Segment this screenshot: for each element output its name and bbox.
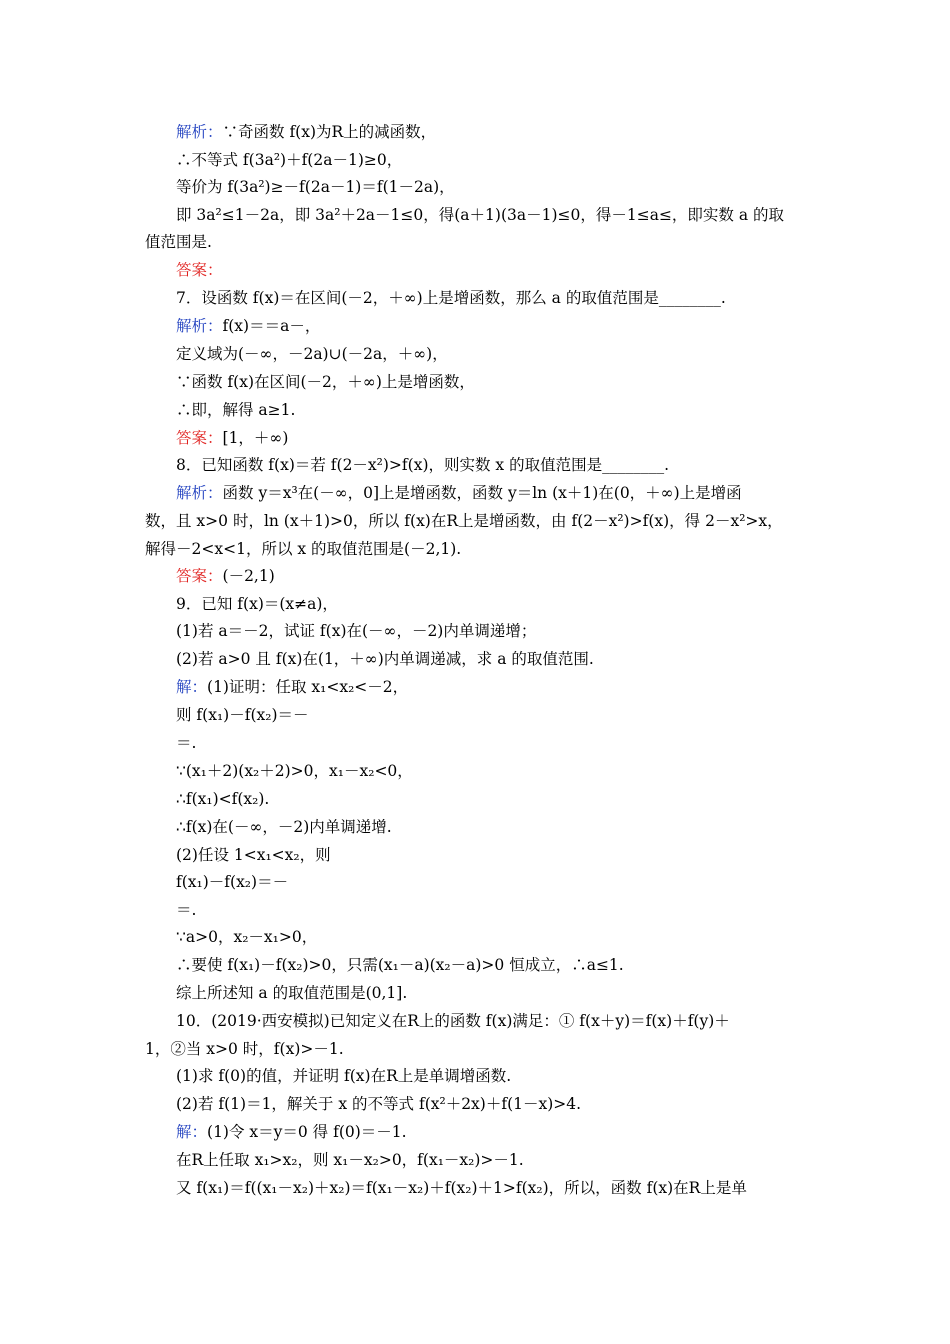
text-line: (2)若 a>0 且 f(x)在(1，＋∞)内单调递减，求 a 的取值范围. (176, 650, 594, 668)
text-line: 1，②当 x>0 时，f(x)>－1. (145, 1040, 344, 1058)
text-line: ∴f(x₁)<f(x₂). (176, 790, 270, 808)
text-line: 解析：f(x)＝＝a－， (176, 317, 321, 335)
text-line: (1)若 a＝－2，试证 f(x)在(－∞，－2)内单调递增； (176, 622, 537, 640)
text-line: (2)任设 1<x₁<x₂，则 (176, 846, 331, 864)
text-line: ＝. (176, 734, 197, 752)
label-analysis: 解析： (176, 123, 223, 141)
text-line: (1)求 f(0)的值，并证明 f(x)在R上是单调增函数. (176, 1067, 512, 1085)
text-line: ∴f(x)在(－∞，－2)内单调递增. (176, 818, 392, 836)
text-line: 值范围是. (145, 233, 212, 251)
text-line: 答案：[1，＋∞) (176, 429, 289, 447)
text-line: ∵a>0，x₂－x₁>0， (176, 928, 318, 946)
text-line: 解：(1)令 x＝y＝0 得 f(0)＝－1. (176, 1123, 407, 1141)
question-10: 10．(2019·西安模拟)已知定义在R上的函数 f(x)满足：① f(x＋y)＝f(x)＋f(y)＋ (176, 1012, 730, 1030)
text-line: ∴即，解得 a≥1. (176, 401, 296, 419)
text-line: 等价为 f(3a²)≥－f(2a－1)＝f(1－2a)， (176, 178, 455, 196)
text-line: 答案：(－2,1) (176, 567, 275, 585)
label-analysis: 解析： (176, 317, 223, 335)
text-line: 即 3a²≤1－2a，即 3a²＋2a－1≤0，得(a＋1)(3a－1)≤0，得－1≤a≤，即实数 a 的取 (176, 206, 785, 224)
label-answer: 答案： (176, 429, 223, 447)
text-line: ＝. (176, 901, 197, 919)
label-answer: 答案： (176, 567, 223, 585)
text-line: ∴要使 f(x₁)－f(x₂)>0，只需(x₁－a)(x₂－a)>0 恒成立，∴a≤1. (176, 956, 624, 974)
text-line: 解析：函数 y＝x³在(－∞，0]上是增函数，函数 y＝ln (x＋1)在(0，＋∞)上是增函 (176, 484, 742, 502)
text-line: 数，且 x>0 时，ln (x＋1)>0，所以 f(x)在R上是增函数，由 f(2－x²)>f(x)，得 2－x²>x， (145, 512, 783, 530)
label-answer: 答案： (176, 261, 223, 279)
text-line: 解析：∵奇函数 f(x)为R上的减函数， (176, 123, 437, 141)
text-line: 又 f(x₁)＝f((x₁－x₂)＋x₂)＝f(x₁－x₂)＋f(x₂)＋1>f(x₂)，所以，函数 f(x)在R上是单 (176, 1179, 747, 1197)
label-analysis: 解析： (176, 484, 223, 502)
question-9: 9．已知 f(x)＝(x≠a)， (176, 595, 338, 613)
text-line: ∴不等式 f(3a²)＋f(2a－1)≥0， (176, 151, 403, 169)
text-line: ∵函数 f(x)在区间(－2，＋∞)上是增函数， (176, 373, 475, 391)
label-solution: 解： (176, 678, 208, 696)
text-line: 解：(1)证明：任取 x₁<x₂<－2， (176, 678, 409, 696)
text-line: 解得－2<x<1，所以 x 的取值范围是(－2,1). (145, 540, 462, 558)
text-line: f(x₁)－f(x₂)＝－ (176, 873, 289, 891)
text-line: 综上所述知 a 的取值范围是(0,1]. (176, 984, 408, 1002)
text-line: (2)若 f(1)＝1，解关于 x 的不等式 f(x²＋2x)＋f(1－x)>4. (176, 1095, 582, 1113)
text-line (176, 260, 223, 280)
text-line: ∵(x₁＋2)(x₂＋2)>0，x₁－x₂<0， (176, 762, 413, 780)
question-7: 7．设函数 f(x)＝在区间(－2，＋∞)上是增函数，那么 a 的取值范围是________. (176, 289, 726, 307)
text-line: 定义域为(－∞，－2a)∪(－2a，＋∞)， (176, 345, 448, 363)
question-8: 8．已知函数 f(x)＝若 f(2－x²)>f(x)，则实数 x 的取值范围是________. (176, 456, 670, 474)
text-line: 在R上任取 x₁>x₂，则 x₁－x₂>0，f(x₁－x₂)>－1. (176, 1151, 524, 1169)
text-line: 则 f(x₁)－f(x₂)＝－ (176, 706, 309, 724)
label-solution: 解： (176, 1123, 208, 1141)
